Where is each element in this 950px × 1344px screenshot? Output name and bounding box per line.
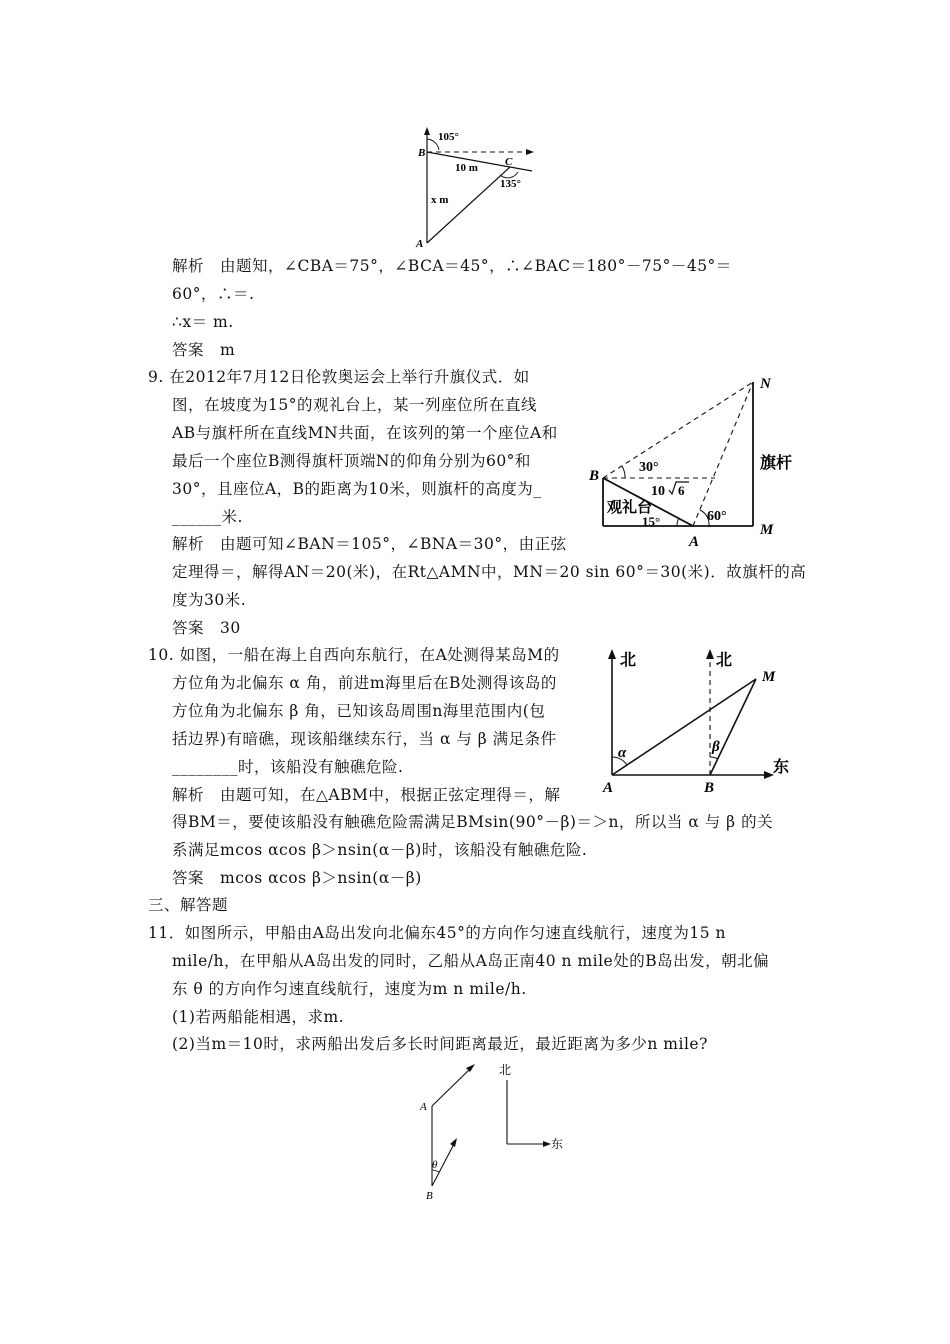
fig10-north-2: 北 <box>716 650 733 669</box>
figure-11-diagram <box>415 1058 575 1203</box>
p10-analysis-1: 解析 由题可知，在△ABM中，根据正弦定理得＝，解 <box>172 786 561 804</box>
p8-analysis-cont: 60°，∴＝. <box>172 285 255 303</box>
p9-answer: 答案 30 <box>172 619 241 637</box>
p9-line-1: 9. 在2012年7月12日伦敦奥运会上举行升旗仪式．如 <box>148 368 530 386</box>
fig8-label-b: B <box>418 147 426 159</box>
p9-line-2: 图，在坡度为15°的观礼台上，某一列座位所在直线 <box>172 396 537 414</box>
fig10-label-m: M <box>762 669 776 685</box>
fig10-north-1: 北 <box>620 650 637 669</box>
fig8-label-a: A <box>416 238 424 250</box>
p10-analysis-3: 系满足mcos αcos β＞nsin(α－β)时，该船没有触礁危险. <box>172 841 588 859</box>
fig9-pole-label: 旗杆 <box>760 453 793 472</box>
p9-line-3: AB与旗杆所在直线MN共面，在该列的第一个座位A和 <box>172 424 558 442</box>
fig9-angle-15: 15° <box>642 514 661 529</box>
p8-x-line: ∴x＝ m. <box>172 313 234 331</box>
fig9-angle-30: 30° <box>639 460 659 475</box>
p11-line-3: 东 θ 的方向作匀速直线航行，速度为m n mile/h. <box>172 980 527 998</box>
fig8-label-c: C <box>505 156 513 168</box>
fig11-north: 北 <box>499 1063 512 1077</box>
figure-10-diagram <box>598 645 808 795</box>
p9-analysis-3: 度为30米. <box>172 591 247 609</box>
fig9-label-b: B <box>589 468 600 484</box>
fig8-side-ab: x m <box>431 194 449 206</box>
p10-line-5: ________时，该船没有触礁危险. <box>172 758 404 776</box>
fig8-angle-135: 135° <box>500 178 521 190</box>
p10-line-1: 10. 如图，一船在海上自西向东航行，在A处测得某岛M的 <box>148 646 560 664</box>
p10-line-2: 方位角为北偏东 α 角，前进m海里后在B处测得该岛的 <box>172 674 557 692</box>
p10-line-4: 括边界)有暗礁，现该船继续东行，当 α 与 β 满足条件 <box>172 730 557 748</box>
fig9-label-n: N <box>760 376 771 392</box>
p11-line-5: (2)当m＝10时，求两船出发后多长时间距离最近，最近距离为多少n mile? <box>172 1035 708 1053</box>
p11-line-1: 11．如图所示，甲船由A岛出发向北偏东45°的方向作匀速直线航行，速度为15 n <box>148 924 727 942</box>
fig10-east: 东 <box>773 757 790 776</box>
figure-8-diagram <box>410 125 540 250</box>
p9-line-4: 最后一个座位B测得旗杆顶端N的仰角分别为60°和 <box>172 452 531 470</box>
fig10-label-a: A <box>603 780 614 795</box>
fig11-theta: θ <box>432 1159 438 1171</box>
fig9-platform-label: 观礼台 <box>607 498 653 516</box>
section-3-heading: 三、解答题 <box>148 896 229 914</box>
p10-answer: 答案 mcos αcos β＞nsin(α－β) <box>172 869 422 887</box>
fig9-angle-60: 60° <box>707 509 727 524</box>
p9-analysis-2: 定理得＝，解得AN＝20(米)，在Rt△AMN中，MN＝20 sin 60°＝30(米)．故旗杆的高 <box>172 563 807 581</box>
fig10-label-b: B <box>704 780 715 795</box>
fig8-angle-105: 105° <box>438 131 459 143</box>
fig11-label-a: A <box>420 1101 427 1113</box>
fig8-dist-bc: 10 m <box>455 162 478 174</box>
p8-analysis: 解析 由题知，∠CBA＝75°，∠BCA＝45°，∴∠BAC＝180°－75°－45°＝ <box>172 257 732 275</box>
fig11-east: 东 <box>551 1137 564 1151</box>
p9-line-6: ______米. <box>172 508 243 526</box>
fig10-beta: β <box>712 739 720 755</box>
fig9-dist: 10 <box>651 484 665 499</box>
p9-line-5: 30°，且座位A，B的距离为10米，则旗杆的高度为_ <box>172 480 542 498</box>
fig9-label-a: A <box>689 534 700 550</box>
p10-line-3: 方位角为北偏东 β 角，已知该岛周围n海里范围内(包 <box>172 702 546 720</box>
p10-analysis-2: 得BM＝，要使该船没有触礁危险需满足BMsin(90°－β)＝＞n，所以当 α 与 β 的关 <box>172 813 774 831</box>
figure-9-diagram <box>585 372 815 550</box>
fig10-alpha: α <box>618 745 627 761</box>
p11-line-2: mile/h，在甲船从A岛出发的同时，乙船从A岛正南40 n mile处的B岛出发，朝北偏 <box>172 952 770 970</box>
p9-analysis-1: 解析 由题可知∠BAN＝105°，∠BNA＝30°，由正弦 <box>172 535 567 553</box>
p11-line-4: (1)若两船能相遇，求m. <box>172 1008 345 1026</box>
fig9-label-m: M <box>760 522 774 538</box>
p8-answer: 答案 m <box>172 341 236 359</box>
fig9-root: 6 <box>678 483 685 498</box>
fig11-label-b: B <box>426 1190 433 1202</box>
